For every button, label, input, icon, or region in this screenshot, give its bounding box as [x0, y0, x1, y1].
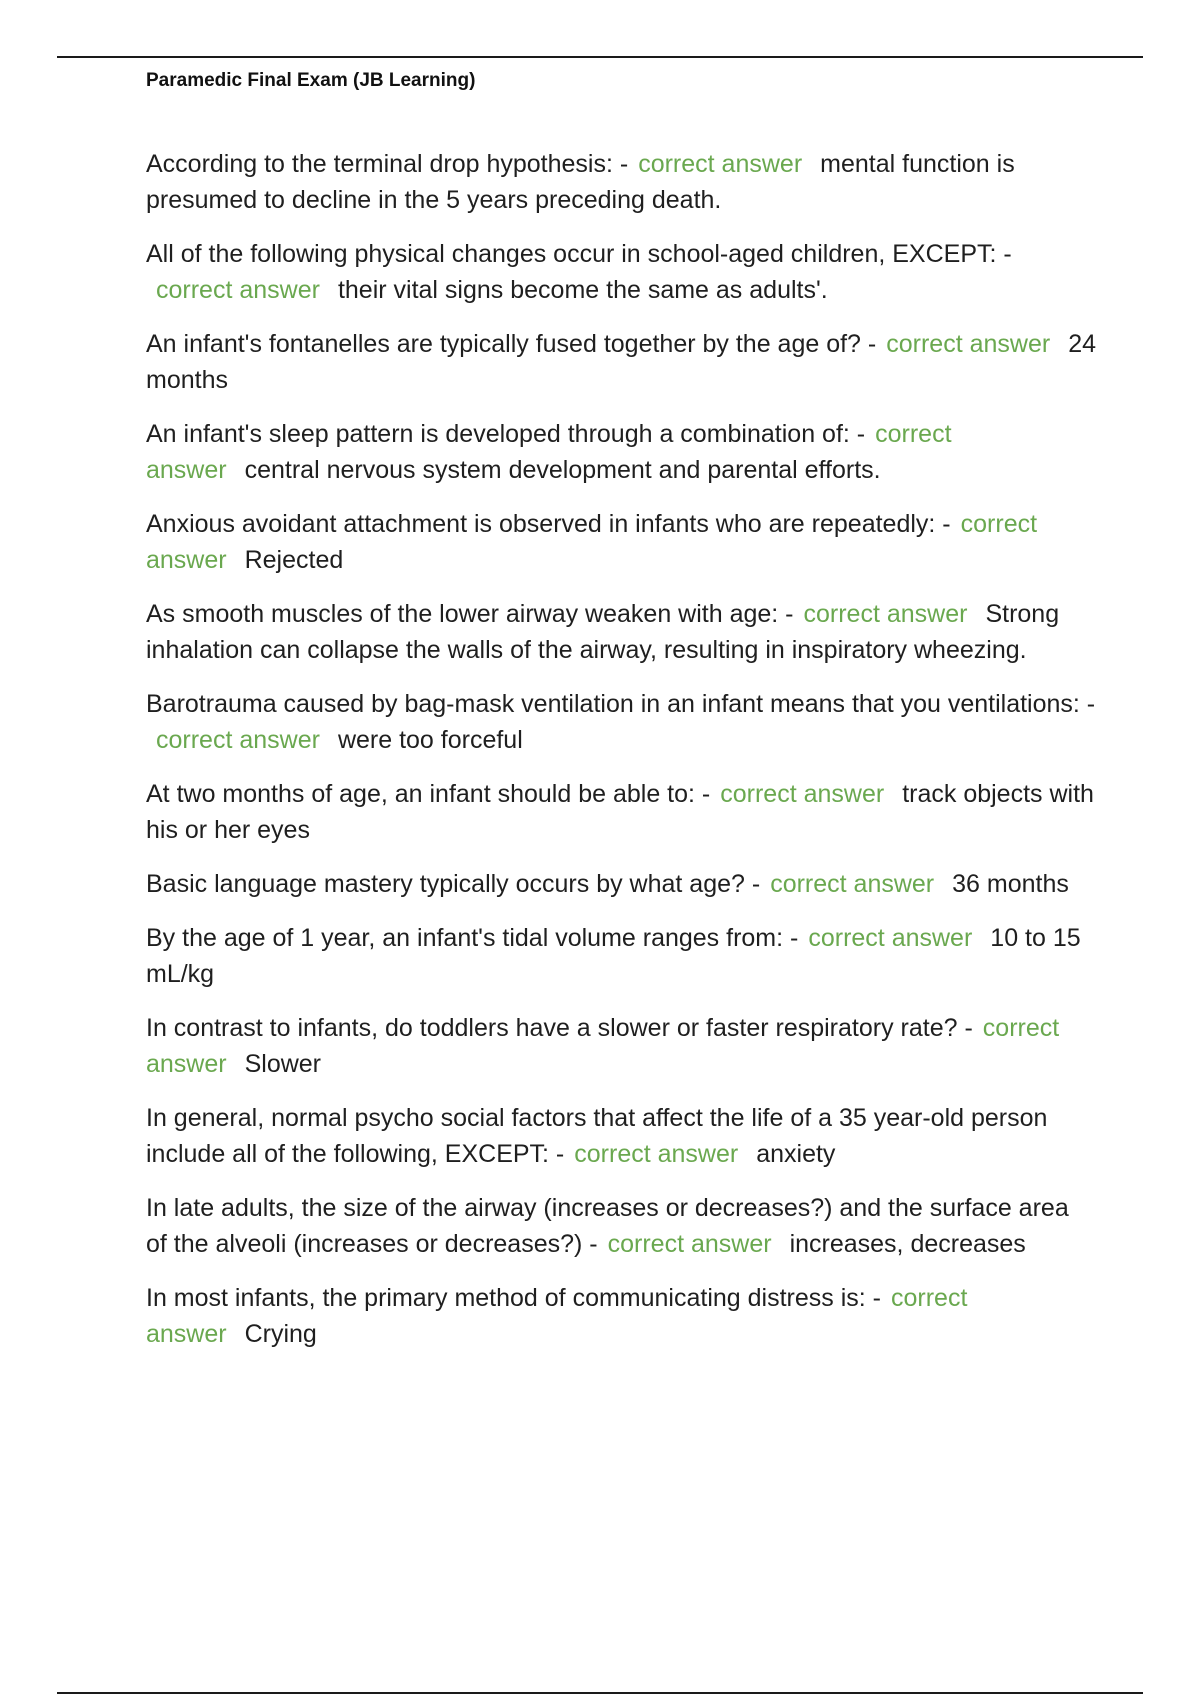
qa-item	[146, 920, 1096, 992]
answer-text: Slower	[244, 1050, 322, 1078]
question-text: Barotrauma caused by bag-mask ventilation in an infant means that you ventilations: -	[146, 690, 1096, 718]
question-text: Anxious avoidant attachment is observed in infants who are repeatedly: -	[146, 510, 951, 538]
answer-text: 10 to 15 mL/kg	[146, 924, 1081, 988]
qa-item	[146, 596, 1096, 668]
answer-text: 36 months	[952, 870, 1069, 898]
correct-answer-tag: correct answer	[886, 330, 1051, 358]
qa-item	[146, 866, 1096, 902]
answer-text: Crying	[244, 1320, 317, 1348]
qa-item	[146, 686, 1096, 758]
question-text: In contrast to infants, do toddlers have a slower or faster respiratory rate? -	[146, 1014, 973, 1042]
correct-answer-tag: correct answer	[607, 1230, 772, 1258]
answer-text: mental function is presumed to decline in the 5 years preceding death.	[146, 150, 1015, 214]
answer-text: were too forceful	[337, 726, 523, 754]
answer-text: central nervous system development and parental efforts.	[244, 456, 881, 484]
correct-answer-tag: correct answer	[156, 276, 320, 304]
qa-item	[146, 1010, 1096, 1082]
correct-answer-tag: correct answer	[146, 510, 1038, 574]
header-divider	[57, 56, 1143, 58]
question-text: In late adults, the size of the airway (increases or decreases?) and the surface area of the alveoli (increases or decreases?) -	[146, 1194, 1069, 1258]
question-text: At two months of age, an infant should be able to: -	[146, 780, 711, 808]
answer-text: Rejected	[244, 546, 344, 574]
question-text: All of the following physical changes occur in school-aged children, EXCEPT: -	[146, 240, 1012, 268]
correct-answer-tag: correct answer	[638, 150, 803, 178]
answer-text: increases, decreases	[789, 1230, 1026, 1258]
answer-text: their vital signs become the same as adults'.	[337, 276, 828, 304]
correct-answer-tag: correct answer	[770, 870, 935, 898]
answer-text: Strong inhalation can collapse the walls of the airway, resulting in inspiratory wheezing.	[146, 600, 1060, 664]
answer-text: track objects with his or her eyes	[146, 780, 1094, 844]
qa-list	[146, 146, 1096, 1370]
question-text: According to the terminal drop hypothesis: -	[146, 150, 629, 178]
qa-item	[146, 1280, 1096, 1352]
correct-answer-tag: correct answer	[156, 726, 320, 754]
question-text: In general, normal psycho social factors that affect the life of a 35 year-old person include all of the following, EXCEPT: -	[146, 1104, 1048, 1168]
question-text: By the age of 1 year, an infant's tidal volume ranges from: -	[146, 924, 799, 952]
qa-item	[146, 416, 1096, 488]
answer-text: 24 months	[146, 330, 1096, 394]
correct-answer-tag: correct answer	[146, 420, 952, 484]
correct-answer-tag: correct answer	[146, 1284, 968, 1348]
question-text: An infant's sleep pattern is developed through a combination of: -	[146, 420, 866, 448]
qa-item	[146, 506, 1096, 578]
answer-text: anxiety	[756, 1140, 836, 1168]
qa-item	[146, 1190, 1096, 1262]
correct-answer-tag: correct answer	[803, 600, 968, 628]
document-title: Paramedic Final Exam (JB Learning)	[146, 70, 476, 91]
qa-item	[146, 236, 1096, 308]
correct-answer-tag: correct answer	[574, 1140, 739, 1168]
correct-answer-tag: correct answer	[808, 924, 973, 952]
question-text: In most infants, the primary method of communicating distress is: -	[146, 1284, 881, 1312]
qa-item	[146, 146, 1096, 218]
correct-answer-tag: correct answer	[146, 1014, 1060, 1078]
question-text: As smooth muscles of the lower airway weaken with age: -	[146, 600, 794, 628]
qa-item	[146, 326, 1096, 398]
question-text: Basic language mastery typically occurs by what age? -	[146, 870, 761, 898]
correct-answer-tag: correct answer	[720, 780, 885, 808]
qa-item	[146, 776, 1096, 848]
qa-item	[146, 1100, 1096, 1172]
question-text: An infant's fontanelles are typically fused together by the age of? -	[146, 330, 877, 358]
footer-divider	[57, 1692, 1143, 1694]
